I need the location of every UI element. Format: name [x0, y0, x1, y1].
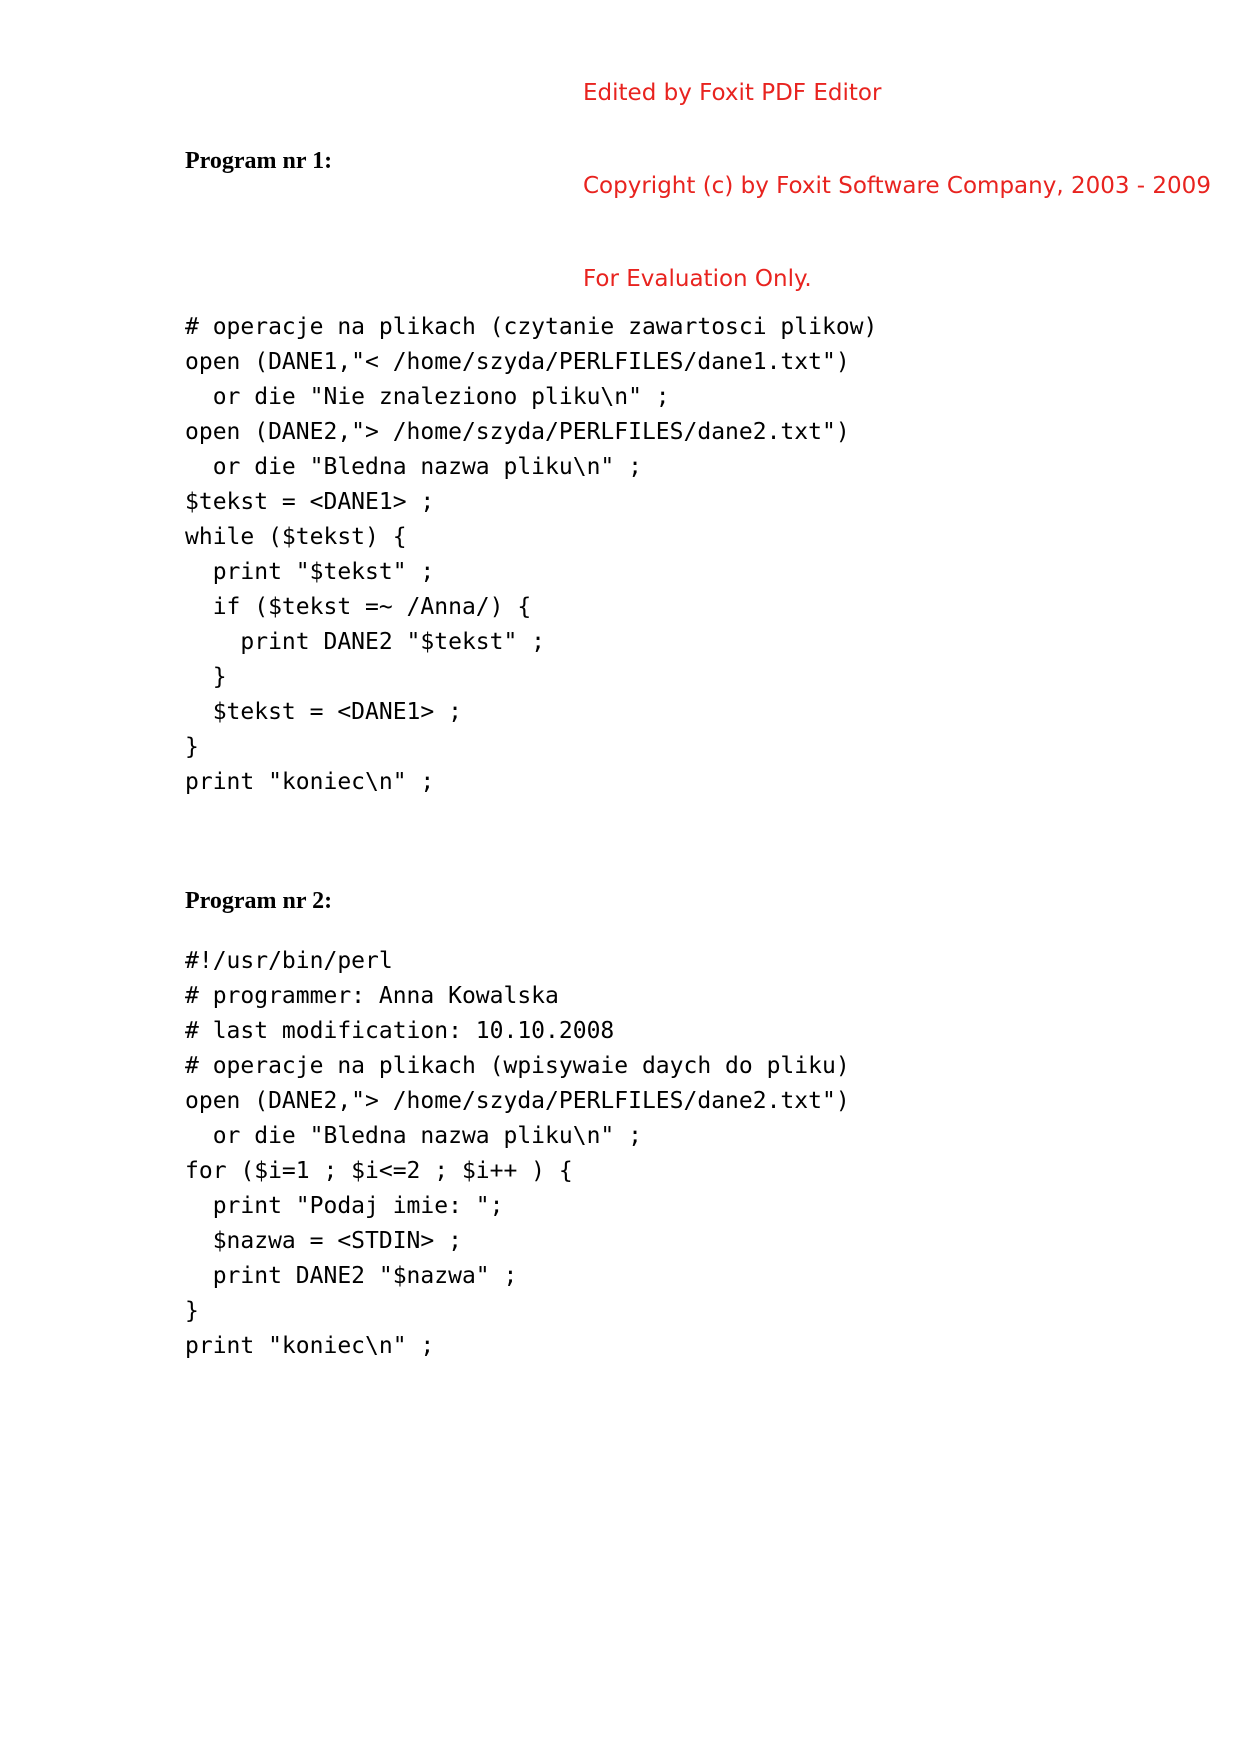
watermark-line-copyright: Copyright (c) by Foxit Software Company, 2003 - 2009 [583, 173, 1211, 199]
watermark-line-editor: Edited by Foxit PDF Editor [583, 80, 882, 106]
code-line: print "Podaj imie: "; [185, 1193, 504, 1219]
code-line: $tekst = <DANE1> ; [185, 699, 462, 725]
code-line: print DANE2 "$tekst" ; [185, 629, 546, 655]
code-line: # last modification: 10.10.2008 [185, 1018, 615, 1044]
code-line: print DANE2 "$nazwa" ; [185, 1263, 518, 1289]
code-line: or die "Bledna nazwa pliku\n" ; [185, 454, 642, 480]
code-line: } [185, 664, 227, 690]
code-line: print "$tekst" ; [185, 559, 435, 585]
code-line: $nazwa = <STDIN> ; [185, 1228, 462, 1254]
code-line: if ($tekst =~ /Anna/) { [185, 594, 532, 620]
code-line: # programmer: Anna Kowalska [185, 983, 559, 1009]
program-1-heading: Program nr 1: [185, 148, 333, 174]
code-line: # operacje na plikach (wpisywaie daych do pliku) [185, 1053, 850, 1079]
program-2-code [185, 944, 850, 1364]
evaluation-watermark [583, 16, 1211, 357]
program-2-heading: Program nr 2: [185, 888, 333, 914]
code-line: print "koniec\n" ; [185, 1333, 435, 1359]
code-line: print "koniec\n" ; [185, 769, 435, 795]
code-line: or die "Bledna nazwa pliku\n" ; [185, 1123, 642, 1149]
code-line: open (DANE2,"> /home/szyda/PERLFILES/dane2.txt") [185, 419, 850, 445]
code-line: # operacje na plikach (czytanie zawartosci plikow) [185, 314, 878, 340]
code-line: } [185, 734, 199, 760]
code-line: for ($i=1 ; $i<=2 ; $i++ ) { [185, 1158, 573, 1184]
watermark-line-evaluation: For Evaluation Only. [583, 266, 812, 292]
program-1-code [185, 310, 877, 800]
code-line: open (DANE2,"> /home/szyda/PERLFILES/dane2.txt") [185, 1088, 850, 1114]
code-line: while ($tekst) { [185, 524, 407, 550]
code-line: } [185, 1298, 199, 1324]
code-line: open (DANE1,"< /home/szyda/PERLFILES/dane1.txt") [185, 349, 850, 375]
code-line: #!/usr/bin/perl [185, 948, 393, 974]
code-line: or die "Nie znaleziono pliku\n" ; [185, 384, 670, 410]
code-line: $tekst = <DANE1> ; [185, 489, 435, 515]
